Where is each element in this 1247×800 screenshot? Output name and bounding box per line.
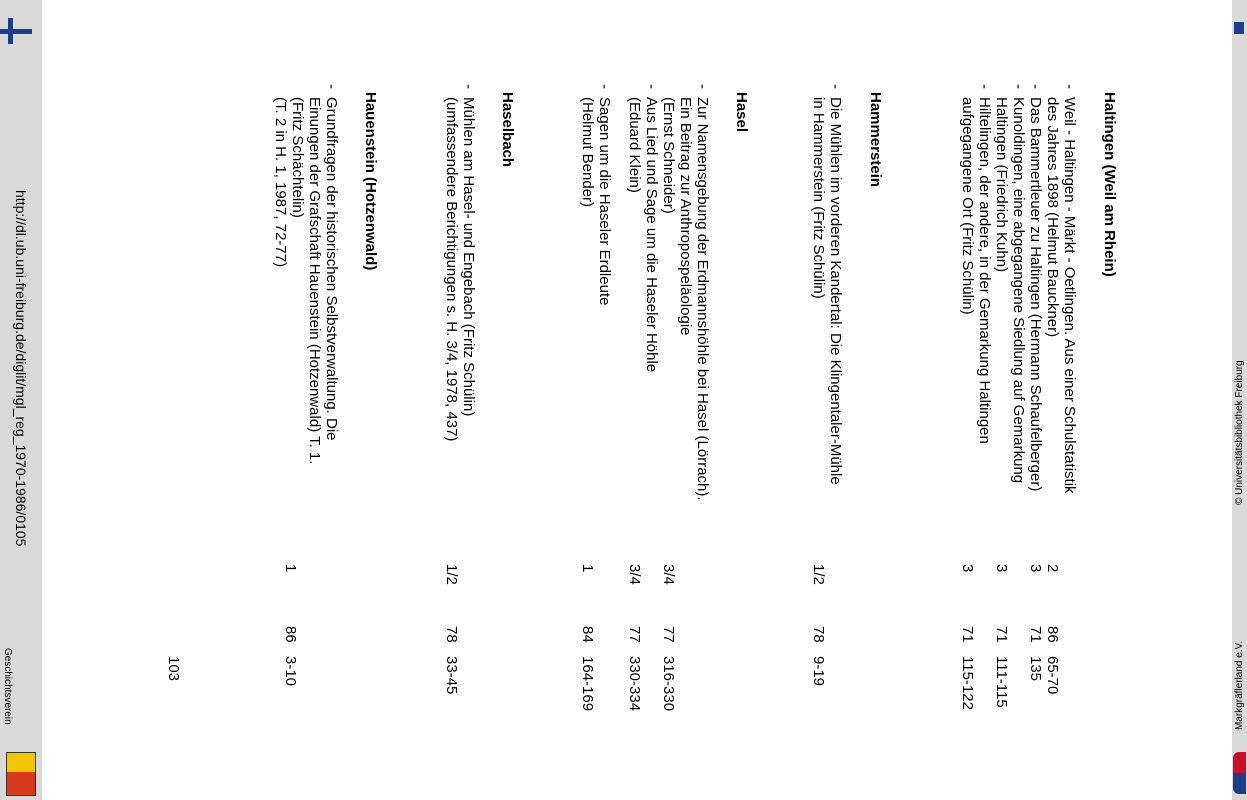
entry-dash: -	[643, 84, 660, 89]
registration-mark-icon	[0, 29, 32, 34]
entry-title-line: (T. 2 in H. 1, 1987, 72-77)	[272, 97, 289, 268]
section-heading: Haltingen (Weil am Rhein)	[1101, 92, 1118, 277]
entry-issue: 3/4	[626, 564, 643, 585]
entry-year: 78	[810, 626, 827, 643]
entry-issue: 1	[282, 564, 299, 573]
entry-issue: 2	[1044, 564, 1061, 573]
footer-url[interactable]: http://dl.ub.uni-freiburg.de/diglit/mgl_reg_1970-1986/0105	[13, 190, 29, 547]
entry-title-line: aufgegangene Ort (Fritz Schülin)	[959, 97, 976, 315]
entry-title-line: Sagen um die Haseler Erdleute	[596, 97, 613, 306]
entry-pages: 3-10	[282, 656, 299, 687]
section-heading: Hammerstein	[867, 92, 884, 188]
entry-title-line: Aus Lied und Sage um die Haseler Höhle	[643, 97, 660, 373]
entry-year: 86	[282, 626, 299, 643]
entry-year: 77	[626, 626, 643, 643]
entry-pages: 65-70	[1044, 656, 1061, 695]
entry-dash: -	[827, 84, 844, 89]
entry-title-line: Mühlen am Hasel- und Engebach (Fritz Schülin)	[460, 97, 477, 417]
entry-issue: 1/2	[443, 564, 460, 585]
entry-pages: 330-334	[626, 656, 643, 712]
entry-dash: -	[1010, 84, 1027, 89]
entry-issue: 3	[993, 564, 1010, 573]
entry-pages: 316-330	[660, 656, 677, 712]
entry-dash: -	[460, 84, 477, 89]
entry-year: 84	[579, 626, 596, 643]
header-association: Markgräflerland e.V.	[1234, 640, 1245, 730]
entry-title-line: Kunoldingen, eine abgegangene Siedlung auf Gemarkung	[1010, 97, 1027, 484]
entry-title-line: Ein Beitrag zur Anthropospeläologie	[677, 97, 694, 336]
section-heading: Haselbach	[499, 92, 516, 168]
entry-title-line: in Hammerstein (Fritz Schülin)	[810, 97, 827, 299]
entry-year: 71	[959, 626, 976, 643]
entry-pages: 135	[1027, 656, 1044, 682]
entry-year: 71	[993, 626, 1010, 643]
footer-association: Geschichtsverein	[2, 648, 13, 725]
entry-issue: 3/4	[660, 564, 677, 585]
registration-mark-icon	[1234, 22, 1244, 34]
entry-pages: 164-169	[579, 656, 596, 712]
entry-issue: 3	[1027, 564, 1044, 573]
section-heading: Hasel	[733, 92, 750, 133]
coat-of-arms-icon	[1233, 752, 1246, 794]
entry-pages: 111-115	[993, 656, 1010, 708]
header-copyright: © Universitätsbibliothek Freiburg	[1234, 360, 1245, 505]
entry-title-line: (umfassendere Berichtigungen s. H. 3/4, 1978, 437)	[443, 97, 460, 442]
entry-dash: -	[1061, 84, 1078, 89]
entry-dash: -	[694, 84, 711, 89]
entry-year: 78	[443, 626, 460, 643]
entry-dash: -	[976, 84, 993, 89]
entry-title-line: Das Bammertleuer zu Haltingen (Hermann Schaufelberger)	[1027, 97, 1044, 492]
entry-title-line: Hiltelingen, der andere, in der Gemarkung Haltingen	[976, 97, 993, 444]
entry-issue: 3	[959, 564, 976, 573]
coat-of-arms-icon	[6, 752, 36, 796]
page-number: 103	[165, 656, 182, 682]
entry-title-line: des Jahres 1898 (Helmut Bauckner)	[1044, 97, 1061, 338]
entry-dash: -	[1027, 84, 1044, 89]
entry-title-line: Einungen der Grafschaft Hauenstein (Hotzenwald) T. 1.	[306, 97, 323, 465]
entry-issue: 1/2	[810, 564, 827, 585]
section-heading: Hauenstein (Hotzenwald)	[362, 92, 379, 271]
entry-pages: 9-19	[810, 656, 827, 687]
entry-year: 71	[1027, 626, 1044, 643]
registration-mark-icon	[8, 18, 13, 44]
entry-issue: 1	[579, 564, 596, 573]
entry-dash: -	[596, 84, 613, 89]
entry-dash: -	[323, 84, 340, 89]
entry-year: 86	[1044, 626, 1061, 643]
entry-title-line: (Fritz Schächtelin)	[289, 97, 306, 218]
entry-pages: 115-122	[959, 656, 976, 710]
entry-title-line: Zur Namensgebung der Erdmannshöhle bei Hasel (Lörrach).	[694, 97, 711, 501]
entry-year: 77	[660, 626, 677, 643]
entry-pages: 33-45	[443, 656, 460, 695]
entry-title-line: (Ernst Schneider)	[660, 97, 677, 214]
entry-title-line: Die Mühlen im vorderen Kandertal: Die Klingentaler-Mühle	[827, 97, 844, 485]
entry-title-line: (Helmut Bender)	[579, 97, 596, 208]
entry-title-line: Haltingen (Friedrich Kuhn)	[993, 97, 1010, 273]
entry-title-line: Grundfragen der historischen Selbstverwaltung. Die	[323, 97, 340, 441]
entry-title-line: (Eduard Klein)	[626, 97, 643, 193]
entry-title-line: Weil - Haltingen - Märkt - Oetlingen. Aus einer Schulstatistik	[1061, 97, 1078, 494]
